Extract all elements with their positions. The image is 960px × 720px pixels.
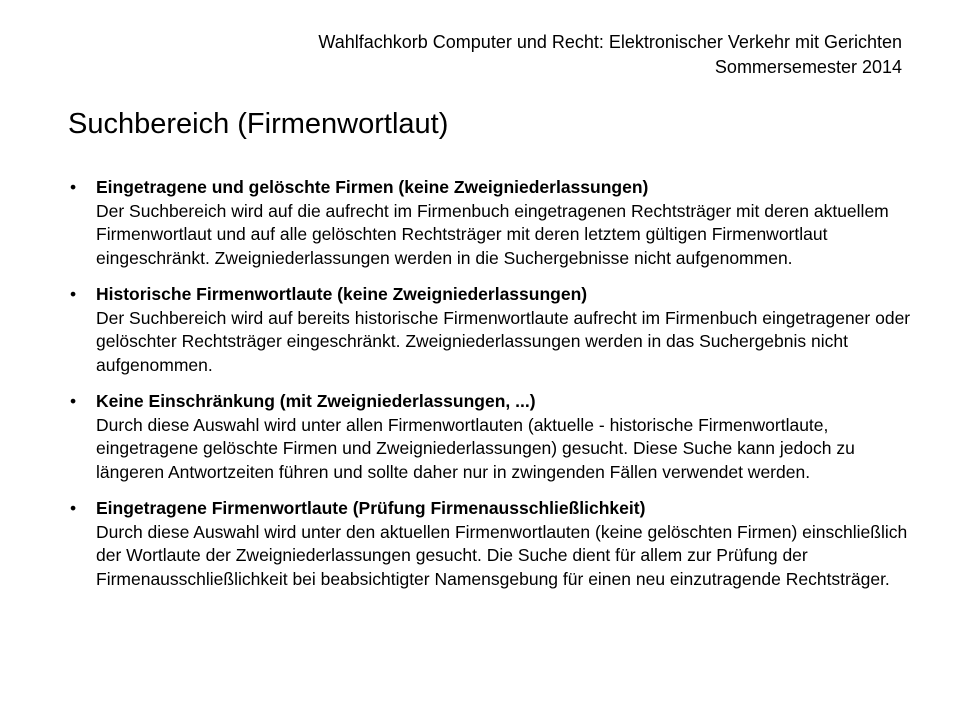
bullet-item — [70, 176, 920, 270]
bullet-list — [70, 176, 920, 604]
slide-title: Suchbereich (Firmenwortlaut) — [68, 108, 449, 140]
bullet-body: Durch diese Auswahl wird unter allen Firmenwortlauten (aktuelle - historische Firmenwortlaute, eingetragene gelöschte Firmen und Zweigniederlassungen) gesucht. Diese Suche kann jedoch zu längeren Antwortzeiten führen und sollte daher nur in zwingenden Fällen verwendet werden. — [96, 414, 855, 482]
bullet-body: Durch diese Auswahl wird unter den aktuellen Firmenwortlauten (keine gelöschten Firmen) einschließlich der Wortlaute der Zweigniederlassungen gesucht. Die Suche dient für allem zur Prüfung der Firmenausschließlichkeit bei beabsichtigter Namensgebung für einen neu einzutragende Rechtsträger. — [96, 521, 908, 589]
bullet-dot-icon: • — [70, 391, 77, 411]
bullet-heading: Eingetragene Firmenwortlaute (Prüfung Firmenausschließlichkeit) — [96, 498, 646, 518]
bullet-item — [70, 283, 920, 377]
header-course-title: Wahlfachkorb Computer und Recht: Elektronischer Verkehr mit Gerichten — [318, 32, 902, 52]
header-semester: Sommersemester 2014 — [714, 57, 902, 77]
bullet-dot-icon: • — [70, 177, 77, 197]
bullet-body: Der Suchbereich wird auf die aufrecht im Firmenbuch eingetragenen Rechtsträger mit deren aktuellem Firmenwortlaut und auf alle gelöschten Rechtsträger mit deren letztem gültigen Firmenwortlaut eingeschränkt. Zweigniederlassungen werden in die Suchergebnisse nicht aufgenommen. — [96, 200, 889, 268]
bullet-heading: Eingetragene und gelöschte Firmen (keine Zweigniederlassungen) — [96, 177, 649, 197]
bullet-heading: Keine Einschränkung (mit Zweigniederlassungen, ...) — [96, 391, 536, 411]
bullet-body: Der Suchbereich wird auf bereits historische Firmenwortlaute aufrecht im Firmenbuch eingetragener oder gelöschter Rechtsträger eingeschränkt. Zweigniederlassungen werden in das Suchergebnis nicht aufgenommen. — [96, 307, 911, 375]
bullet-heading: Historische Firmenwortlaute (keine Zweigniederlassungen) — [96, 284, 588, 304]
bullet-dot-icon: • — [70, 284, 77, 304]
slide-header — [42, 30, 902, 80]
bullet-dot-icon: • — [70, 498, 77, 518]
bullet-item — [70, 390, 920, 484]
bullet-item — [70, 497, 920, 591]
